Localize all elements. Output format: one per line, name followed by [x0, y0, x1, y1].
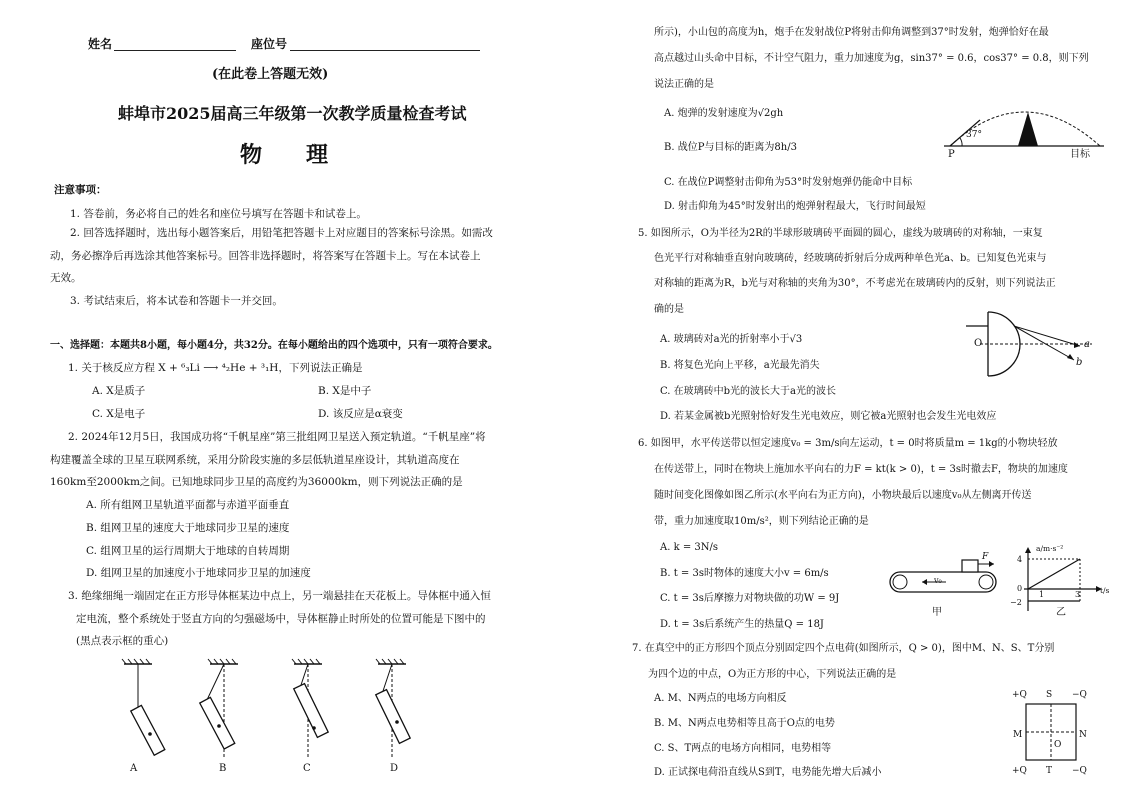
note-line: 3. 考试结束后，将本试卷和答题卡一并交回。	[70, 295, 283, 307]
q6-line: 带，重力加速度取10m/s²，则下列结论正确的是	[654, 516, 869, 527]
q5-line: 确的是	[654, 304, 684, 315]
q6-option-b: B. t = 3s时物体的速度大小v = 6m/s	[660, 568, 829, 579]
q3-line: 3. 绝缘细绳一端固定在正方形导体框某边中点上，另一端悬挂在天花板上。导体框中通入恒	[68, 590, 491, 602]
q6-y-tick: −2	[1010, 598, 1022, 607]
q5-option-a: A. 玻璃砖对a光的折射率小于√3	[660, 334, 803, 345]
q5-line: 5. 如图所示，O为半径为2R的半球形玻璃砖平面圆的圆心，虚线为玻璃砖的对称轴，一束复	[638, 228, 1043, 239]
name-blank	[114, 50, 236, 51]
right-page	[612, 0, 1123, 794]
invalid-note: (在此卷上答题无效)	[212, 67, 329, 82]
q2-option-a: A. 所有组网卫星轨道平面都与赤道平面垂直	[86, 499, 290, 511]
q6-x-tick: 1	[1039, 590, 1045, 599]
q7-option-b: B. M、N两点电势相等且高于O点的电势	[654, 718, 835, 729]
q7-s-label: S	[1046, 690, 1053, 700]
q1-option-d: D. 该反应是α衰变	[318, 408, 403, 420]
q6-line: 6. 如图甲，水平传送带以恒定速度v₀ = 3m/s向左运动，t = 0时将质量m = 1kg的小物块轻放	[638, 438, 1058, 449]
q3-figure-c	[292, 659, 328, 758]
q6-y-axis-label: a/m·s⁻²	[1036, 544, 1064, 553]
q3-label-d: D	[390, 763, 399, 774]
q6-option-d: D. t = 3s后系统产生的热量Q = 18J	[660, 619, 824, 630]
q6-force-label: F	[982, 552, 989, 562]
q3-label-c: C	[303, 763, 311, 774]
q7-t-label: T	[1046, 766, 1053, 776]
note-line: 动，务必擦净后再选涂其他答案标号。回答非选择题时，将答案写在答题卡上。写在本试卷上	[50, 250, 481, 262]
q7-square-figure	[1022, 700, 1082, 764]
seat-blank	[290, 50, 480, 51]
q7-line: 为四个边的中点，O为正方形的中心，下列说法正确的是	[648, 669, 897, 680]
seat-label: 座位号	[251, 37, 288, 51]
q4-angle-label: 37°	[966, 130, 982, 140]
note-line: 2. 回答选择题时，选出每小题答案后，用铅笔把答题卡上对应题目的答案标号涂黑。如需改	[70, 227, 493, 239]
q6-line: 在传送带上，同时在物块上施加水平向右的力F = kt(k > 0)，t = 3s时撤去F，物块的加速度	[654, 464, 1068, 475]
q5-option-b: B. 将复色光向上平移，a光最先消失	[660, 360, 820, 371]
q7-charge-bl: +Q	[1012, 766, 1027, 776]
q7-option-c: C. S、T两点的电场方向相同，电势相等	[654, 743, 832, 754]
notes-title: 注意事项：	[54, 184, 107, 196]
q7-o-label: O	[1054, 740, 1062, 750]
q4-option-a: A. 炮弹的发射速度为√2gh	[664, 108, 784, 119]
q6-option-a: A. k = 3N/s	[660, 542, 718, 553]
q7-charge-tr: −Q	[1072, 690, 1087, 700]
q3-label-a: A	[130, 763, 138, 774]
q4-line: 所示)，小山包的高度为h，炮手在发射战位P将射击仰角调整到37°时发射，炮弹恰好在最	[654, 27, 1049, 38]
q2-line: 构建覆盖全球的卫星互联网系统，采用分阶段实施的多层低轨道星座设计，其轨道高度在	[50, 454, 460, 466]
q7-charge-tl: +Q	[1012, 690, 1027, 700]
q7-n-label: N	[1079, 730, 1087, 740]
q6-jia-label: 甲	[932, 607, 942, 618]
q3-label-b: B	[219, 763, 227, 774]
q3-figures	[110, 658, 440, 778]
q1-option-c: C. X是电子	[92, 408, 146, 420]
q5-option-d: D. 若某金属被b光照射恰好发生光电效应，则它被a光照射也会发生光电效应	[660, 411, 997, 422]
q6-option-c: C. t = 3s后摩擦力对物块做的功W = 9J	[660, 593, 840, 604]
q2-option-b: B. 组网卫星的速度大于地球同步卫星的速度	[86, 522, 290, 534]
q3-figure-d	[376, 659, 410, 758]
section-heading: 一、选择题：本题共8小题，每小题4分，共32分。在每小题给出的四个选项中，只有一项符合要求。	[50, 340, 498, 351]
q5-line: 色光平行对称轴垂直射向玻璃砖，经玻璃砖折射后分成两种单色光a、b。已知复色光束与	[654, 253, 1047, 264]
note-line: 1. 答卷前，务必将自己的姓名和座位号填写在答题卡和试卷上。	[70, 208, 367, 220]
q1-option-b: B. X是中子	[318, 385, 372, 397]
q6-y-tick: 4	[1017, 555, 1023, 564]
q2-option-d: D. 组网卫星的加速度小于地球同步卫星的加速度	[86, 567, 311, 579]
q5-b-label: b	[1076, 357, 1083, 368]
q3-line: 定电流，整个系统处于竖直方向的匀强磁场中，导体框静止时所处的位置可能是下图中的	[76, 613, 486, 625]
name-label: 姓名	[88, 37, 113, 51]
q4-line: 说法正确的是	[654, 79, 714, 90]
q7-line: 7. 在真空中的正方形四个顶点分别固定四个点电荷(如图所示，Q > 0)，图中M、N、S、T分别	[632, 643, 1055, 654]
q3-figure-a	[122, 659, 165, 755]
subject-title: 物 理	[240, 142, 329, 168]
q2-line: 2. 2024年12月5日，我国成功将“千帆星座”第三批组网卫星送入预定轨道。“千帆星座”将	[68, 431, 486, 443]
q5-option-c: C. 在玻璃砖中b光的波长大于a光的波长	[660, 386, 837, 397]
q3-line: (黑点表示框的重心)	[76, 635, 169, 647]
q4-option-b: B. 战位P与目标的距离为8h/3	[664, 142, 797, 153]
q2-line: 160km至2000km之间。已知地球同步卫星的高度约为36000km，则下列说法正确的是	[50, 476, 463, 488]
q4-p-label: P	[948, 149, 955, 160]
q7-option-d: D. 正试探电荷沿直线从S到T，电势能先增大后减小	[654, 767, 882, 778]
q2-option-c: C. 组网卫星的运行周期大于地球的自转周期	[86, 545, 290, 557]
q7-charge-br: −Q	[1072, 766, 1087, 776]
q5-a-label: a	[1084, 339, 1090, 350]
q6-line: 随时间变化图像如图乙所示(水平向右为正方向)，小物块最后以速度v₀从左侧离开传送	[654, 490, 1032, 501]
q6-x-tick: 3	[1075, 590, 1081, 599]
q1-option-a: A. X是质子	[92, 385, 146, 397]
q5-line: 对称轴的距离为R，b光与对称轴的夹角为30°，不考虑光在玻璃砖内的反射，则下列说法正	[654, 278, 1056, 289]
q3-figure-b	[200, 659, 238, 758]
q7-m-label: M	[1013, 730, 1023, 740]
q5-o-label: O	[974, 338, 983, 349]
q6-v0-label: v₀	[934, 576, 942, 585]
q7-option-a: A. M、N两点的电场方向相反	[654, 693, 787, 704]
left-page	[0, 0, 552, 794]
q4-option-c: C. 在战位P调整射击仰角为53°时发射炮弹仍能命中目标	[664, 177, 913, 188]
q6-yi-label: 乙	[1056, 607, 1066, 618]
q6-y-tick: 0	[1017, 584, 1023, 593]
q6-x-axis-label: t/s	[1100, 586, 1110, 595]
q4-line: 高点越过山头命中目标，不计空气阻力，重力加速度为g，sin37° = 0.6，cos37° = 0.8，则下列	[654, 53, 1089, 64]
exam-title: 蚌埠市2025届高三年级第一次教学质量检查考试	[118, 104, 467, 123]
note-line: 无效。	[50, 272, 82, 284]
q4-option-d: D. 射击仰角为45°时发射出的炮弹射程最大，飞行时间最短	[664, 201, 926, 212]
q4-target-label: 目标	[1070, 149, 1090, 160]
q1-stem: 1. 关于核反应方程 X + ⁶₃Li ⟶ ⁴₂He + ³₁H，下列说法正确是	[68, 362, 363, 374]
